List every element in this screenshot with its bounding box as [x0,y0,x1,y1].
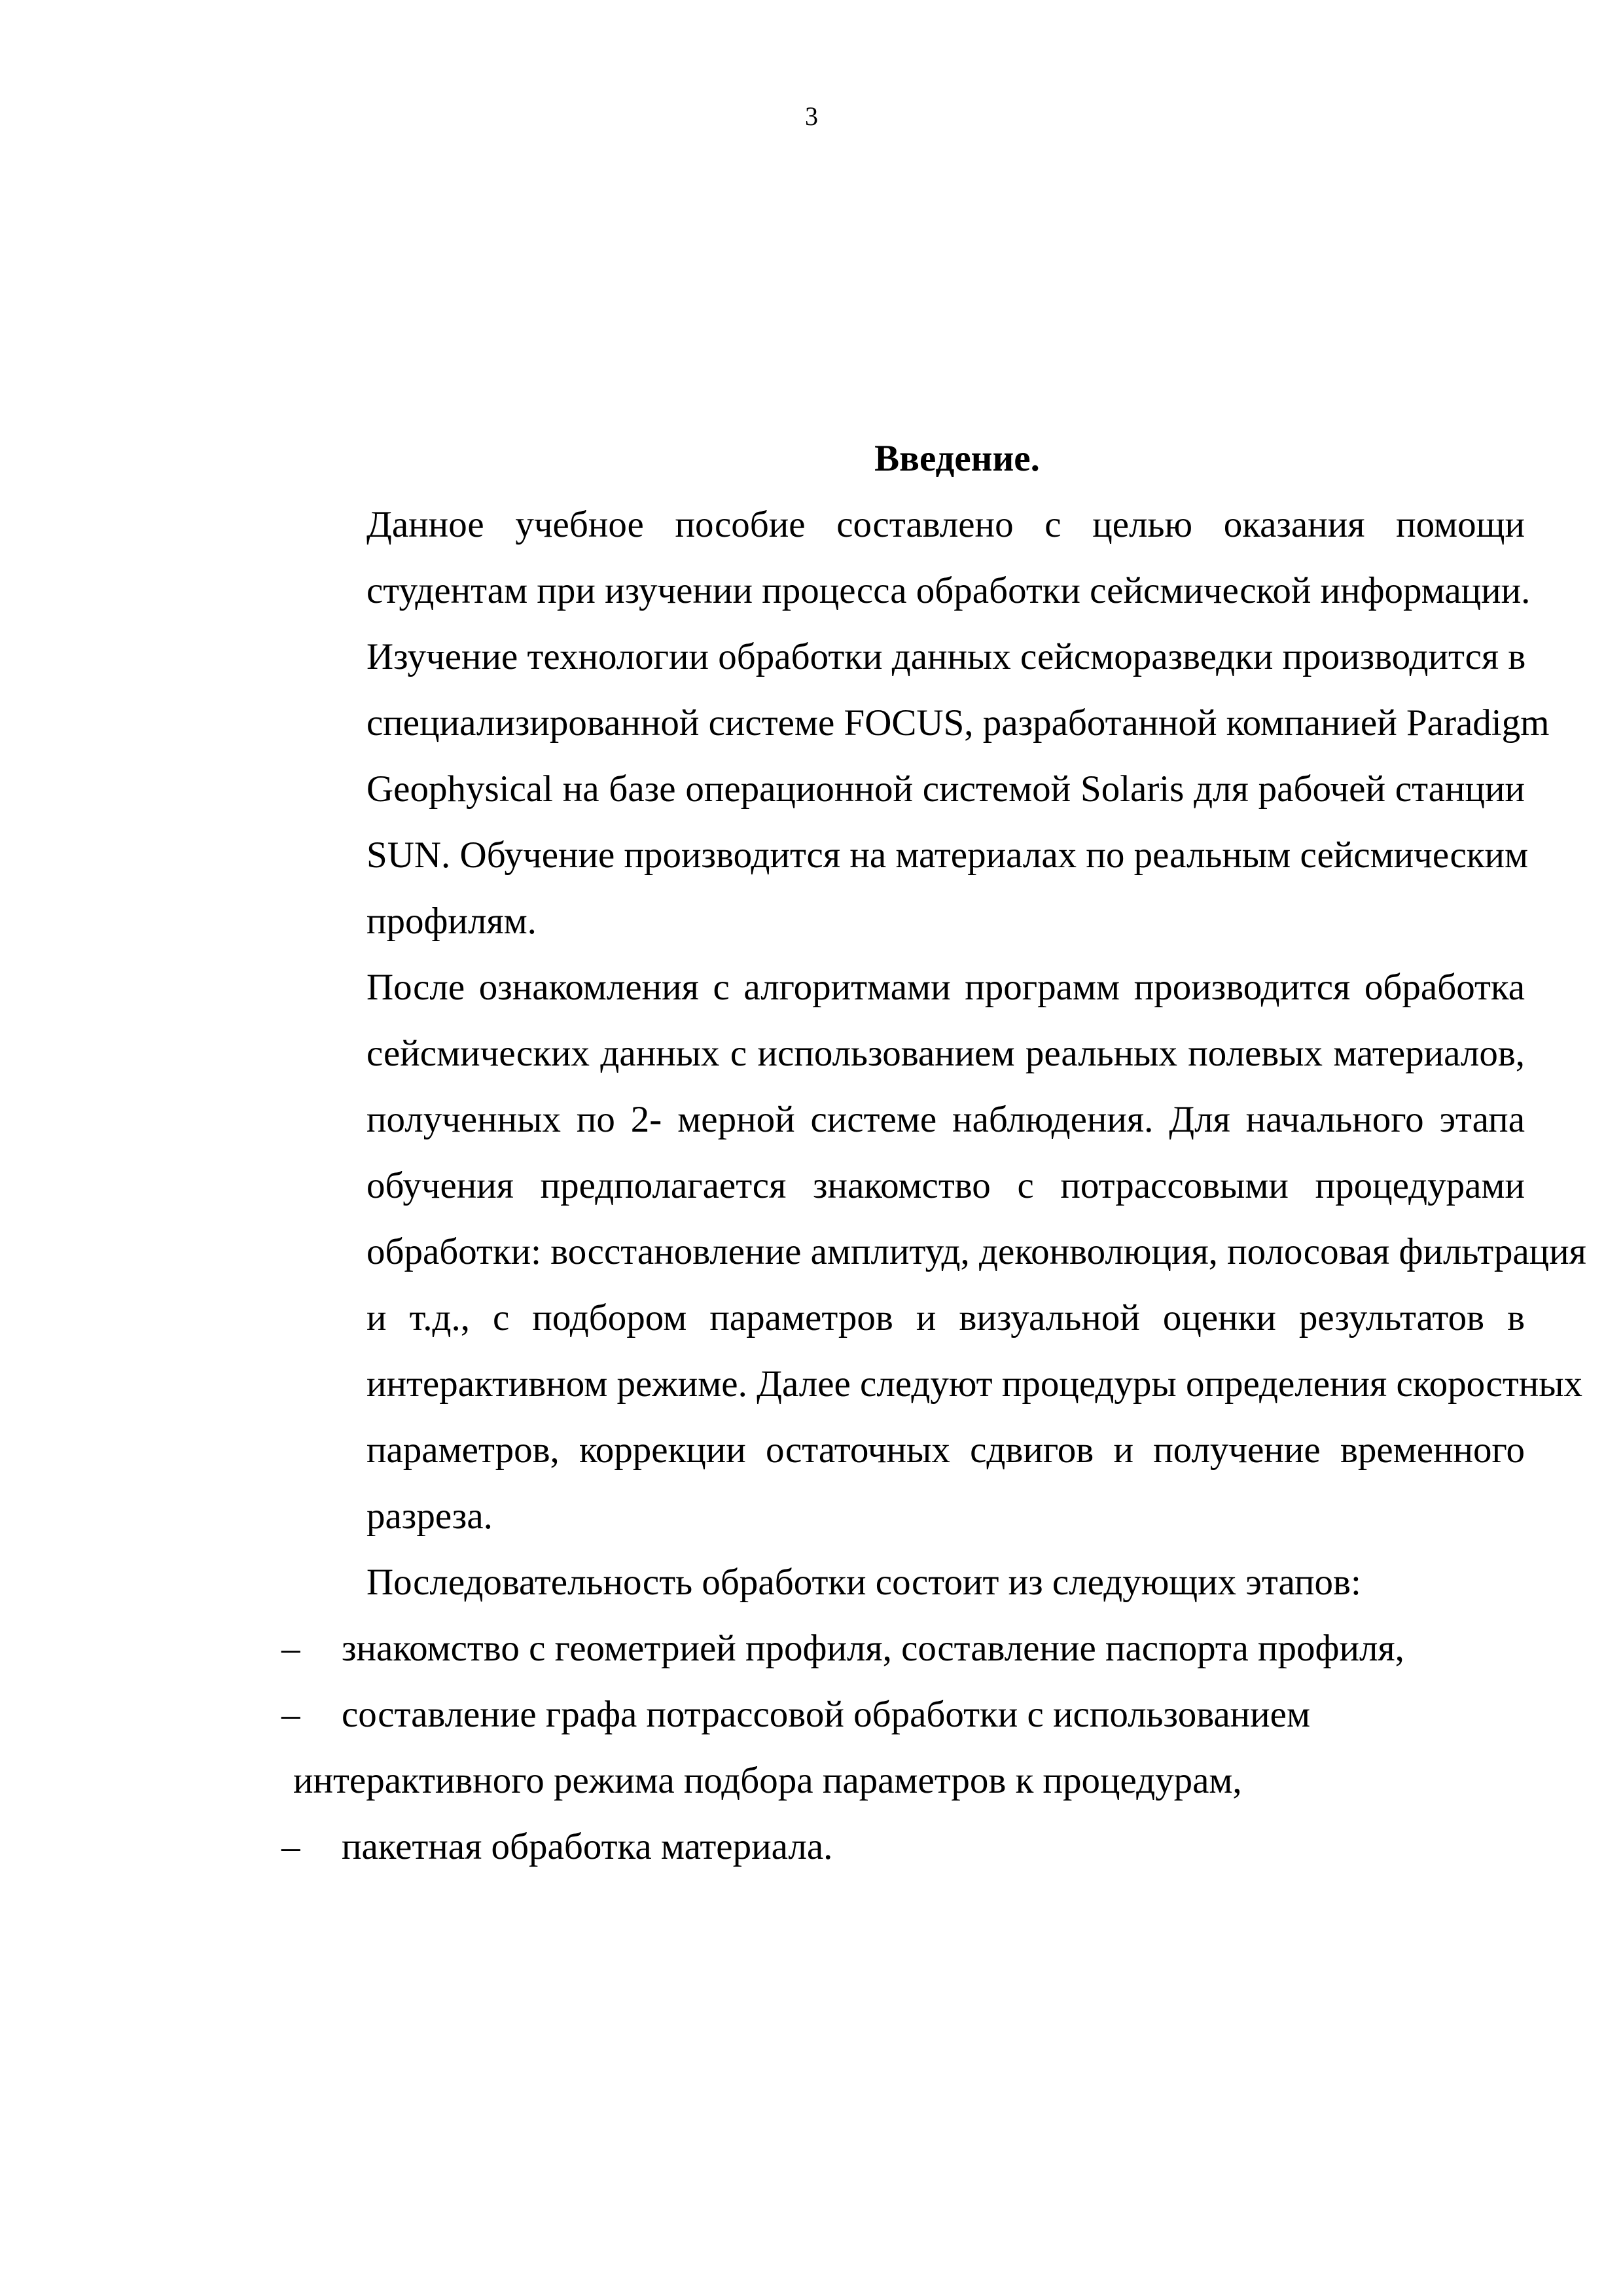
text-line: обучения предполагается знакомство с потрассовыми процедурами [366,1165,1525,1206]
text-line: Данное учебное пособие составлено с целью оказания помощи [366,504,1525,545]
text-line: профилям. [366,901,537,942]
list-item-text: пакетная обработка материала. [342,1826,833,1867]
paragraph-processing [281,954,1586,1549]
text-line: Последовательность обработки состоит из следующих этапов: [366,1562,1361,1603]
list-item [281,1814,1525,1880]
text-line: параметров, коррекции остаточных сдвигов и получение временного [366,1429,1525,1471]
list-item-text: знакомство с геометрией профиля, составление паспорта профиля, [342,1628,1404,1669]
text-line: интерактивном режиме. Далее следуют процедуры определения скоростных [366,1363,1583,1405]
text-line: и т.д., с подбором параметров и визуальной оценки результатов в [366,1297,1525,1338]
text-line: полученных по 2- мерной системе наблюдения. Для начального этапа [366,1099,1525,1140]
text-line: После ознакомления с алгоритмами программ производится обработка [366,967,1525,1008]
text-line: студентам при изучении процесса обработки сейсмической информации. [366,570,1531,611]
text-line: обработки: восстановление амплитуд, деконволюция, полосовая фильтрация [366,1231,1586,1272]
text-line: SUN. Обучение производится на материалах по реальным сейсмическим [366,834,1529,876]
paragraph-intro [281,492,1550,954]
dash-bullet: – [281,1826,300,1867]
dash-bullet: – [281,1694,300,1735]
paragraph-sequence [281,1549,1525,1615]
list-item [281,1615,1525,1681]
section-heading: Введение. [874,438,1040,479]
list-item-text: составление графа потрассовой обработки с использованием [342,1694,1311,1735]
text-line: специализированной системе FOCUS, разработанной компанией Paradigm [366,702,1550,744]
list-item-continuation: интерактивного режима подбора параметров к процедурам, [293,1760,1242,1801]
text-line: Изучение технологии обработки данных сейсморазведки производится в [366,636,1526,677]
text-line: Geophysical на базе операционной системой Solaris для рабочей станции [366,768,1525,810]
list-item [281,1681,1525,1748]
text-line: сейсмических данных с использованием реальных полевых материалов, [366,1033,1525,1074]
page-number: 3 [805,101,818,131]
dash-bullet: – [281,1628,300,1669]
document-body [281,425,1586,1880]
text-line: разреза. [366,1496,493,1537]
stages-list [281,1615,1525,1880]
